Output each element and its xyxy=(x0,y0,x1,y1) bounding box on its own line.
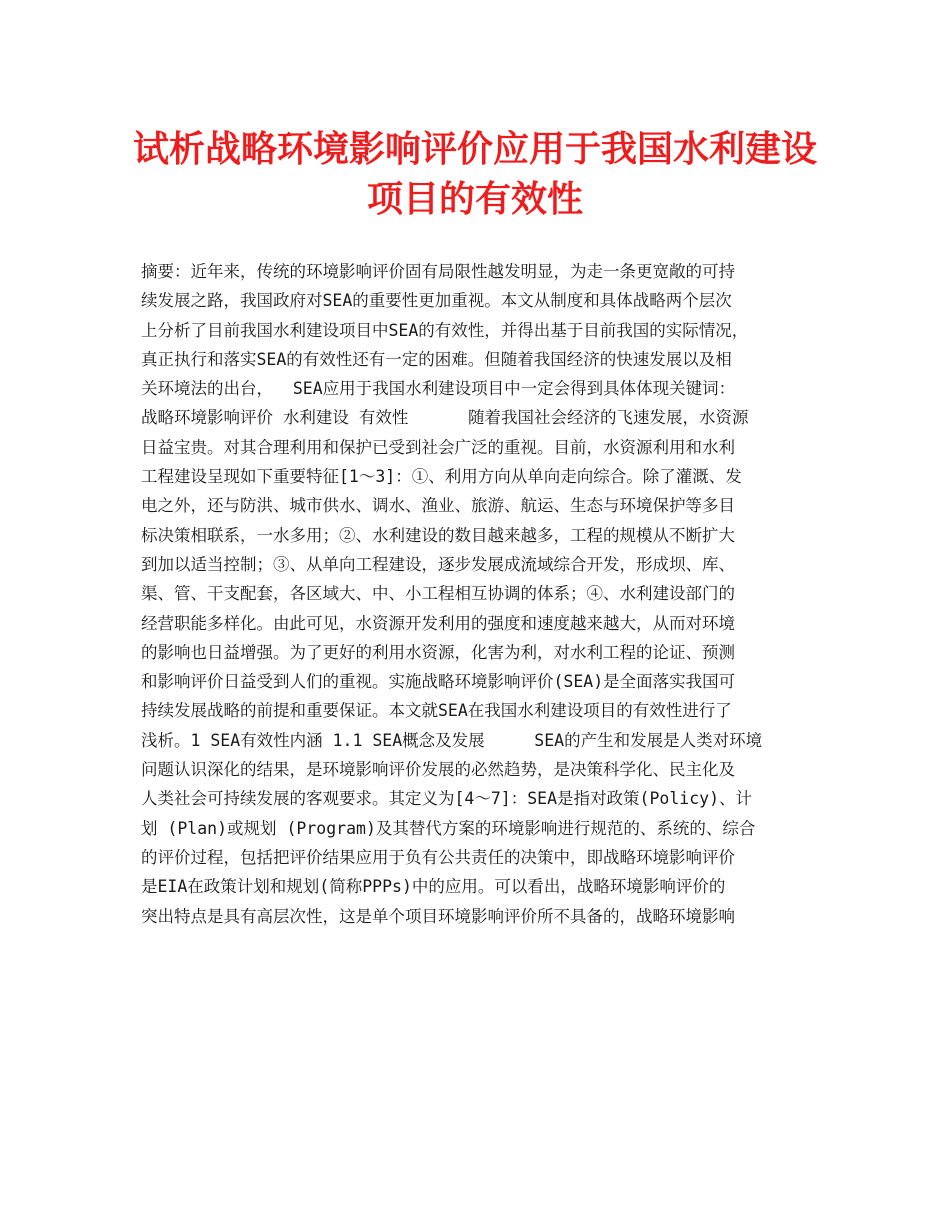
body-line: 问题认识深化的结果，是环境影响评价发展的必然趋势，是决策科学化、民主化及 xyxy=(141,760,735,780)
body-line: 划 (Plan)或规划 (Program)及其替代方案的环境影响进行规范的、系统的、综合 xyxy=(141,818,756,838)
body-line: 续发展之路，我国政府对SEA的重要性更加重视。本文从制度和具体战略两个层次 xyxy=(141,291,732,311)
body-line: 关环境法的出台， SEA应用于我国水利建设项目中一定会得到具体体现关键词： xyxy=(141,379,736,399)
body-line: 上分析了目前我国水利建设项目中SEA的有效性，并得出基于目前我国的实际情况， xyxy=(141,320,749,340)
body-line: 真正执行和落实SEA的有效性还有一定的困难。但随着我国经济的快速发展以及相 xyxy=(141,349,732,369)
title-line: 试析战略环境影响评价应用于我国水利建设 xyxy=(132,128,817,170)
body-line: 经营职能多样化。由此可见，水资源开发利用的强度和速度越来越大，从而对环境 xyxy=(141,613,735,633)
body-line: 和影响评价日益受到人们的重视。实施战略环境影响评价(SEA)是全面落实我国可 xyxy=(141,672,736,692)
body-line: 突出特点是具有高层次性，这是单个项目环境影响评价所不具备的，战略环境影响 xyxy=(141,906,735,926)
document-body xyxy=(141,257,811,931)
document-title xyxy=(120,124,830,224)
body-line: 日益宝贵。对其合理利用和保护已受到社会广泛的重视。目前，水资源利用和水利 xyxy=(141,437,735,457)
body-line: 标决策相联系，一水多用；②、水利建设的数目越来越多，工程的规模从不断扩大 xyxy=(141,525,735,545)
body-line: 的影响也日益增强。为了更好的利用水资源，化害为利，对水利工程的论证、预测 xyxy=(141,642,735,662)
body-line: 电之外，还与防洪、城市供水、调水、渔业、旅游、航运、生态与环境保护等多目 xyxy=(141,496,735,516)
body-line: 工程建设呈现如下重要特征[1～3]：①、利用方向从单向走向综合。除了灌溉、发 xyxy=(141,467,742,487)
body-line: 渠、管、干支配套，各区域大、中、小工程相互协调的体系；④、水利建设部门的 xyxy=(141,584,735,604)
body-line: 是EIA在政策计划和规划(简称PPPs)中的应用。可以看出，战略环境影响评价的 xyxy=(141,877,726,897)
title-line: 项目的有效性 xyxy=(366,178,583,220)
body-line: 浅析。1 SEA有效性内涵 1.1 SEA概念及发展 SEA的产生和发展是人类对环境 xyxy=(141,730,763,750)
body-line: 的评价过程，包括把评价结果应用于负有公共责任的决策中，即战略环境影响评价 xyxy=(141,847,735,867)
body-line: 到加以适当控制；③、从单向工程建设，逐步发展成流域综合开发，形成坝、库、 xyxy=(141,554,735,574)
body-line: 人类社会可持续发展的客观要求。其定义为[4～7]：SEA是指对政策(Policy)、计 xyxy=(141,789,753,809)
body-line: 战略环境影响评价 水利建设 有效性 随着我国社会经济的飞速发展，水资源 xyxy=(141,408,749,428)
body-line: 摘要：近年来，传统的环境影响评价固有局限性越发明显，为走一条更宽敞的可持 xyxy=(141,262,735,281)
body-line: 持续发展战略的前提和重要保证。本文就SEA在我国水利建设项目的有效性进行了 xyxy=(141,701,732,721)
